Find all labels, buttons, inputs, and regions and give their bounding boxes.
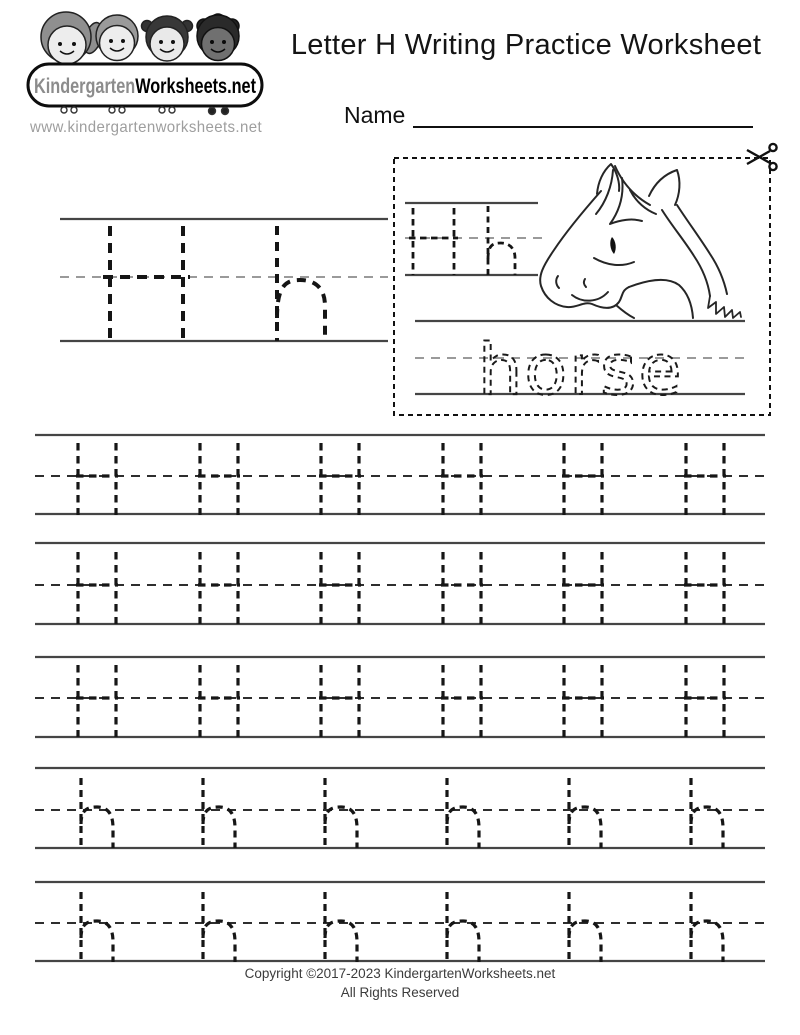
horse-image — [540, 164, 741, 318]
logo-brand-text — [34, 75, 292, 98]
trace-letter-H — [562, 552, 604, 624]
trace-letter-h — [569, 892, 601, 962]
card-example-letters — [405, 203, 548, 275]
logo-kid-boy-gray — [96, 15, 138, 61]
page-footer — [0, 964, 800, 1002]
logo-url: www.kindergartenworksheets.net — [29, 119, 263, 136]
logo-kid-boy-curly — [197, 14, 239, 61]
trace-letter-H-small — [409, 208, 458, 275]
trace-letter-h — [569, 778, 601, 848]
practice-row-4 — [35, 768, 765, 848]
trace-letter-H — [76, 443, 118, 515]
name-input-line — [413, 126, 753, 128]
name-label: Name — [344, 102, 406, 128]
page-title: Letter H Writing Practice Worksheet — [290, 29, 762, 61]
trace-letter-H — [319, 665, 361, 737]
trace-letter-H — [319, 552, 361, 624]
practice-row-1 — [35, 435, 765, 515]
rights-text: All Rights Reserved — [340, 985, 460, 1000]
trace-letter-h — [447, 778, 479, 848]
trace-letter-h — [203, 892, 235, 962]
logo-kid-girl-pigtails — [142, 16, 193, 61]
trace-letter-h — [81, 778, 113, 848]
site-logo — [28, 12, 292, 136]
cutout-card — [394, 144, 777, 415]
trace-letter-H — [562, 443, 604, 515]
trace-letter-H — [319, 443, 361, 515]
practice-row-3 — [35, 657, 765, 737]
trace-letter-H — [684, 552, 726, 624]
trace-letter-h — [447, 892, 479, 962]
practice-row-2 — [35, 543, 765, 624]
card-word-area — [415, 321, 745, 411]
logo-brand-second: Worksheets.net — [135, 75, 292, 98]
trace-letter-H — [198, 443, 240, 515]
trace-letter-h — [691, 892, 723, 962]
trace-letter-H — [198, 552, 240, 624]
trace-letter-H — [76, 665, 118, 737]
trace-letter-h — [325, 892, 357, 962]
trace-letter-H — [441, 443, 483, 515]
trace-letter-H — [441, 552, 483, 624]
trace-letter-H — [684, 443, 726, 515]
trace-letter-H — [562, 665, 604, 737]
copyright-text: Copyright ©2017-2023 KindergartenWorksheets.net — [244, 966, 556, 981]
trace-letter-h — [691, 778, 723, 848]
practice-row-5 — [35, 882, 765, 962]
trace-letter-h-small — [488, 206, 515, 275]
trace-letter-H — [441, 665, 483, 737]
logo-feet — [61, 107, 229, 115]
scissors-icon — [747, 144, 777, 170]
trace-letter-H — [76, 552, 118, 624]
traceable-word: horse — [478, 329, 684, 411]
example-letters-area — [60, 219, 388, 341]
trace-letter-H — [684, 665, 726, 737]
trace-letter-H — [198, 665, 240, 737]
trace-letter-H-large — [103, 226, 190, 341]
trace-letter-h — [81, 892, 113, 962]
trace-letter-h — [325, 778, 357, 848]
trace-letter-h — [203, 778, 235, 848]
logo-brand-first: Kindergarten — [34, 75, 165, 98]
trace-letter-h-large — [277, 226, 325, 341]
